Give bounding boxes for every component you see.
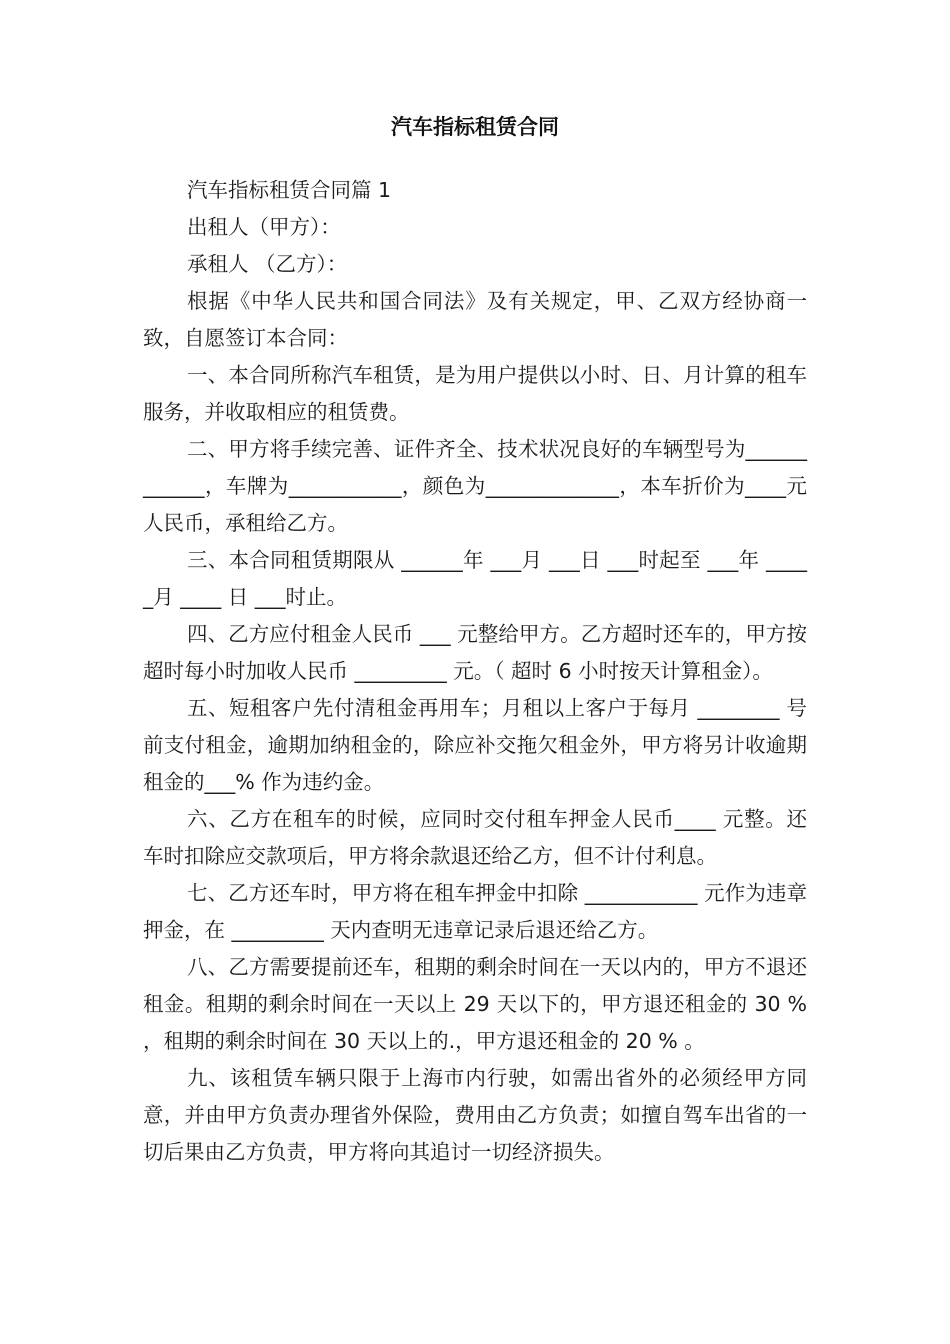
clause-8: 八、乙方需要提前还车，租期的剩余时间在一天以内的，甲方不退还租金。租期的剩余时间在一天以上 29 天以下的，甲方退还租金的 30 % ，租期的剩余时间在 30 天以上的.，甲方退还租金的 20 % 。 [143,955,807,1053]
paragraph-lessor: 出租人（甲方）： [187,215,341,239]
clause-7: 七、乙方还车时，甲方将在租车押金中扣除 ___________ 元作为违章押金，在 _________ 天内查明无违章记录后退还给乙方。 [143,881,807,942]
paragraph-lessee: 承租人 （乙方）： [187,252,348,276]
clause-6: 六、乙方在租车的时候，应同时交付租车押金人民币____ 元整。还车时扣除应交款项后，甲方将余款退还给乙方，但不计付利息。 [143,807,807,868]
clause-4: 四、乙方应付租金人民币 ___ 元整给甲方。乙方超时还车的，甲方按超时每小时加收人民币 _________ 元。（ 超时 6 小时按天计算租金）。 [143,622,807,683]
clause-1: 一、本合同所称汽车租赁，是为用户提供以小时、日、月计算的租车服务，并收取相应的租赁费。 [143,363,807,424]
paragraph-subtitle: 汽车指标租赁合同篇 1 [187,178,392,202]
clause-9: 九、该租赁车辆只限于上海市内行驶，如需出省外的必须经甲方同意，并由甲方负责办理省外保险，费用由乙方负责；如擅自驾车出省的一切后果由乙方负责，甲方将向其追讨一切经济损失。 [143,1066,807,1164]
clause-2: 二、甲方将手续完善、证件齐全、技术状况良好的车辆型号为____________，车牌为___________，颜色为_____________，本车折价为____元人民币，承租给乙方。 [143,437,807,535]
paragraph-preamble: 根据《中华人民共和国合同法》及有关规定，甲、乙双方经协商一致，自愿签订本合同： [143,289,807,350]
clause-5: 五、短租客户先付清租金再用车；月租以上客户于每月 ________ 号前支付租金，逾期加纳租金的，除应补交拖欠租金外，甲方将另计收逾期租金的___% 作为违约金。 [143,696,807,794]
document-title: 汽车指标租赁合同 [391,115,559,139]
clause-3: 三、本合同租赁期限从 ______年 ___月 ___日 ___时起至 ___年 _____月 ____ 日 ___时止。 [143,548,807,609]
document-body [143,172,807,1171]
